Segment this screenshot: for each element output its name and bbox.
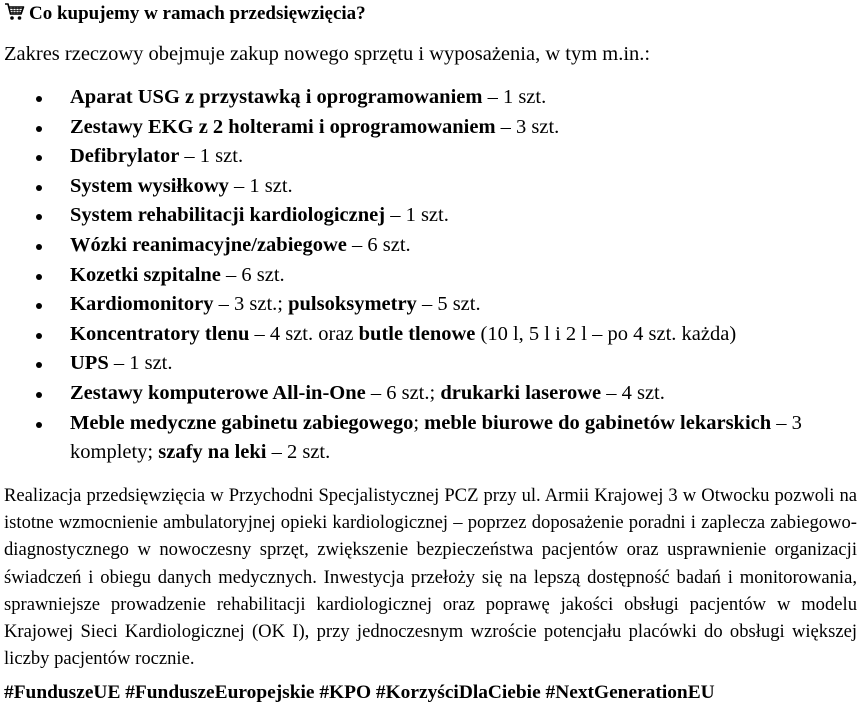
list-item	[0, 231, 864, 261]
item-quantity: – 4 szt. oraz	[249, 322, 359, 345]
item-quantity: – 6 szt.	[220, 263, 285, 286]
item-quantity: – 1 szt.	[179, 145, 244, 168]
item-quantity: – 1 szt.	[482, 86, 547, 108]
item-quantity: – 1 szt.	[228, 174, 293, 197]
item-name: meble biurowe do gabinetów lekarskich	[424, 411, 772, 434]
bullet-icon	[36, 214, 42, 220]
list-item	[0, 113, 864, 143]
list-item	[0, 409, 864, 468]
item-name: UPS	[70, 352, 109, 375]
item-quantity: – 3 szt.;	[213, 293, 289, 316]
item-name: Koncentratory tlenu	[70, 322, 250, 345]
item-quantity: – 1 szt.	[385, 204, 449, 227]
item-quantity: – 1 szt.	[108, 352, 173, 375]
bullet-icon	[36, 362, 42, 368]
list-item	[0, 201, 864, 231]
item-name: szafy na leki	[158, 441, 267, 464]
item-name: Defibrylator	[70, 145, 180, 168]
list-item	[0, 142, 864, 172]
item-quantity: – 3 szt.	[495, 115, 560, 138]
item-name: Zestawy EKG z 2 holterami i oprogramowaniem	[70, 115, 496, 138]
hashtags: #FunduszeUE #FunduszeEuropejskie #KPO #KorzyściDlaCiebie #NextGenerationEU	[4, 682, 715, 703]
list-item	[0, 320, 864, 350]
item-quantity: – 5 szt.	[416, 293, 481, 316]
intro-text: Zakres rzeczowy obejmuje zakup nowego sprzętu i wyposażenia, w tym m.in.:	[4, 43, 651, 65]
item-name: Aparat USG z przystawką i oprogramowaniem	[70, 86, 483, 108]
bullet-icon	[36, 96, 42, 102]
item-name: System wysiłkowy	[70, 174, 229, 197]
list-item	[0, 290, 864, 320]
list-item	[0, 83, 864, 113]
heading-text: Co kupujemy w ramach przedsięwzięcia?	[29, 3, 366, 24]
item-name: Meble medyczne gabinetu zabiegowego	[70, 411, 414, 434]
bullet-icon	[36, 126, 42, 132]
item-quantity: – 3 komplety;	[70, 411, 802, 464]
item-name: drukarki laserowe	[440, 381, 602, 404]
list-item	[0, 379, 864, 409]
item-quantity: ;	[413, 411, 425, 434]
bullet-icon	[36, 185, 42, 191]
item-name: System rehabilitacji kardiologicznej	[70, 204, 386, 227]
item-quantity: – 6 szt.	[346, 233, 411, 256]
item-quantity: (10 l, 5 l i 2 l – po 4 szt. każda)	[475, 322, 737, 345]
list-item	[0, 349, 864, 379]
shopping-cart-icon	[4, 2, 26, 22]
section-heading	[4, 2, 366, 26]
list-item	[0, 261, 864, 291]
bullet-icon	[36, 422, 42, 428]
equipment-list	[0, 83, 864, 468]
item-name: pulsoksymetry	[288, 293, 417, 316]
bullet-icon	[36, 155, 42, 161]
item-name: Kozetki szpitalne	[70, 263, 221, 286]
bullet-icon	[36, 303, 42, 309]
bullet-icon	[36, 333, 42, 339]
item-quantity: – 2 szt.	[266, 441, 331, 464]
bullet-icon	[36, 274, 42, 280]
bullet-icon	[36, 244, 42, 250]
description-paragraph: Realizacja przedsięwzięcia w Przychodni Specjalistycznej PCZ przy ul. Armii Krajowej 3 w Otwocku pozwoli na istotne wzmocnienie ambulatoryjnej opieki kardiologicznej – poprzez doposażenie poradni i zaplecza zabiegowo-diagnostycznego w nowoczesny sprzęt, zwiększenie bezpieczeństwa pacjentów oraz usprawnienie organizacji świadczeń i obiegu danych medycznych. Inwestycja przełoży się na lepszą dostępność badań i monitorowania, sprawniejsze prowadzenie rehabilitacji kardiologicznej oraz poprawę jakości obsługi pacjentów w modelu Krajowej Sieci Kardiologicznej (OK I), przy jednoczesnym wzroście potencjału placówki do obsługi większej liczby pacjentów rocznie.	[4, 485, 857, 670]
item-quantity: – 4 szt.	[601, 381, 665, 404]
bullet-icon	[36, 392, 42, 398]
item-name: Wózki reanimacyjne/zabiegowe	[70, 233, 347, 256]
list-item	[0, 172, 864, 202]
item-name: Zestawy komputerowe All-in-One	[70, 381, 366, 404]
item-name: Kardiomonitory	[70, 293, 214, 316]
item-name: butle tlenowe	[358, 322, 476, 345]
item-quantity: – 6 szt.;	[365, 381, 441, 404]
